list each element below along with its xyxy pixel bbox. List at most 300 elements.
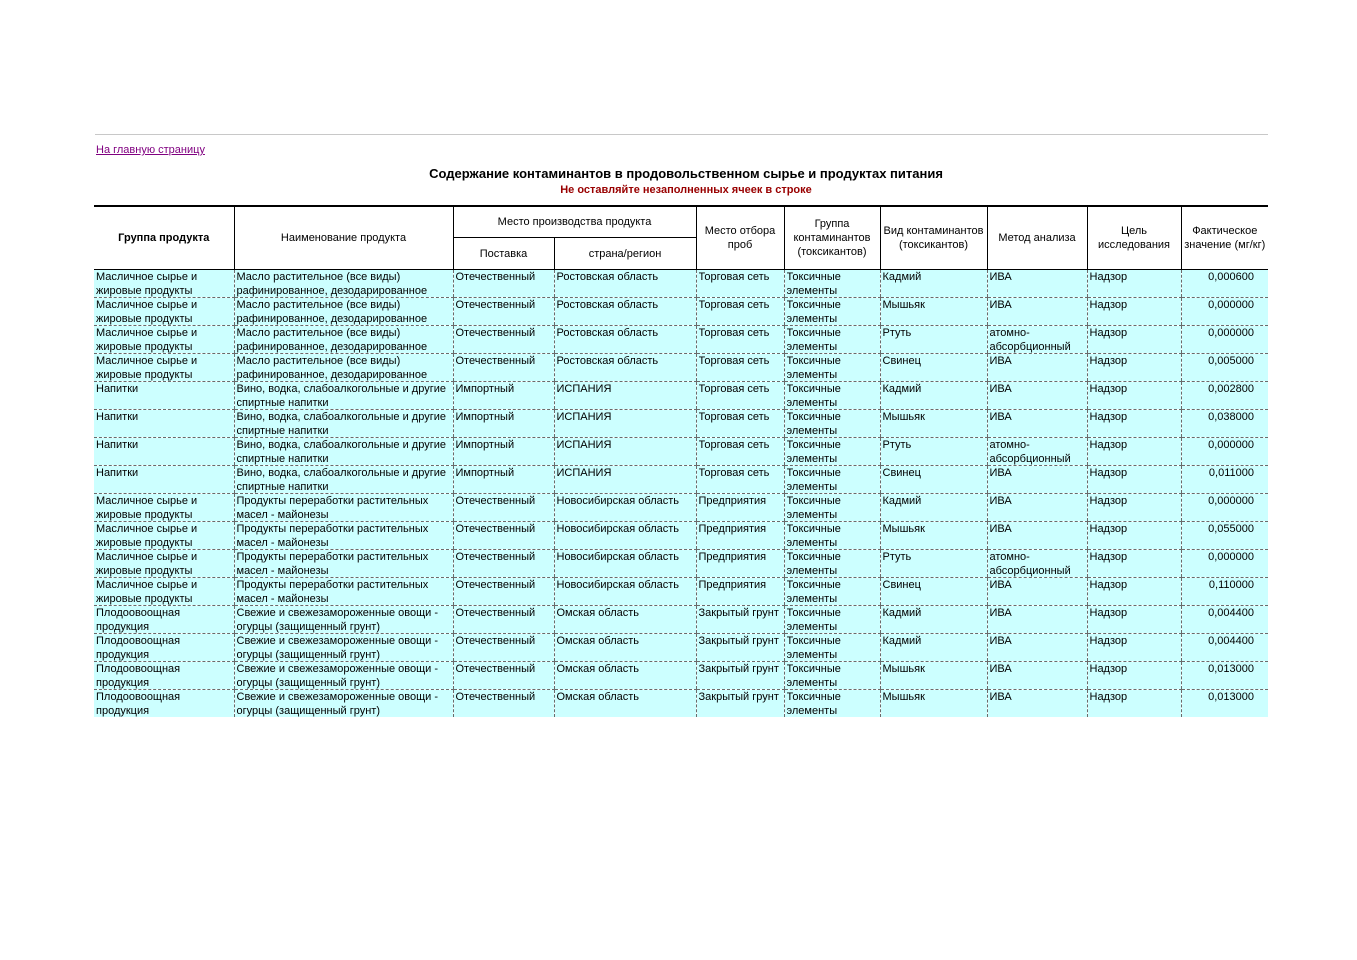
cell-region[interactable]: [554, 662, 696, 690]
cell-value[interactable]: [1181, 326, 1268, 354]
cell-ctype[interactable]: [880, 466, 987, 494]
cell-purpose[interactable]: [1087, 522, 1181, 550]
cell-text: Отечественный: [455, 495, 536, 507]
cell-supply[interactable]: [453, 690, 554, 718]
cell-text: Импортный: [455, 439, 515, 451]
cell-text: Масло растительное (все виды) рафинированное, дезодарированное: [236, 327, 428, 353]
cell-group[interactable]: [94, 270, 234, 298]
cell-purpose[interactable]: [1087, 354, 1181, 382]
cell-name[interactable]: [234, 326, 453, 354]
cell-text: 0,013000: [1208, 691, 1254, 703]
cell-ctype[interactable]: [880, 438, 987, 466]
cell-region[interactable]: [554, 326, 696, 354]
cell-text: 0,000000: [1208, 299, 1254, 311]
cell-text: Мышьяк: [882, 411, 925, 423]
cell-purpose[interactable]: [1087, 550, 1181, 578]
cell-text: 0,013000: [1208, 663, 1254, 675]
cell-text: Торговая сеть: [698, 439, 770, 451]
cell-text: ИВА: [989, 635, 1012, 647]
cell-text: ИВА: [989, 663, 1012, 675]
page-title: Содержание контаминантов в продовольственном сырье и продуктах питания: [429, 166, 943, 181]
cell-text: Надзор: [1089, 691, 1128, 703]
cell-text: Ростовская область: [556, 327, 659, 339]
cell-method[interactable]: [987, 298, 1087, 326]
cell-group[interactable]: [94, 354, 234, 382]
cell-text: Токсичные элементы: [786, 691, 841, 717]
cell-text: ИВА: [989, 579, 1012, 591]
cell-text: Предприятия: [698, 579, 767, 591]
cell-text: Отечественный: [455, 355, 536, 367]
cell-text: Плодоовоощная продукция: [96, 607, 181, 633]
cell-text: Отечественный: [455, 691, 536, 703]
cell-ctype[interactable]: [880, 606, 987, 634]
cell-value[interactable]: [1181, 270, 1268, 298]
cell-group[interactable]: [94, 550, 234, 578]
cell-supply[interactable]: [453, 466, 554, 494]
cell-text: Токсичные элементы: [786, 271, 841, 297]
cell-text: Торговая сеть: [698, 355, 770, 367]
cell-place[interactable]: [696, 298, 784, 326]
cell-supply[interactable]: [453, 550, 554, 578]
cell-value[interactable]: [1181, 298, 1268, 326]
table-row: [94, 578, 1268, 606]
cell-text: Мышьяк: [882, 663, 925, 675]
cell-text: Торговая сеть: [698, 383, 770, 395]
cell-text: Омская область: [556, 607, 640, 619]
cell-text: Отечественный: [455, 299, 536, 311]
cell-value[interactable]: [1181, 634, 1268, 662]
cell-method[interactable]: [987, 634, 1087, 662]
cell-cgroup[interactable]: [784, 662, 880, 690]
cell-value[interactable]: [1181, 494, 1268, 522]
cell-ctype[interactable]: [880, 270, 987, 298]
cell-ctype[interactable]: [880, 662, 987, 690]
cell-text: Напитки: [96, 467, 139, 479]
cell-text: 0,002800: [1208, 383, 1254, 395]
cell-text: ИВА: [989, 495, 1012, 507]
table-row: [94, 634, 1268, 662]
table-row: [94, 606, 1268, 634]
cell-value[interactable]: [1181, 354, 1268, 382]
cell-text: Отечественный: [455, 523, 536, 535]
cell-text: Кадмий: [882, 383, 922, 395]
cell-supply[interactable]: [453, 382, 554, 410]
cell-text: Масличное сырье и жировые продукты: [96, 299, 198, 325]
cell-text: Надзор: [1089, 551, 1128, 563]
cell-region[interactable]: [554, 410, 696, 438]
cell-region[interactable]: [554, 354, 696, 382]
cell-text: 0,000600: [1208, 271, 1254, 283]
header-method: Метод анализа: [987, 206, 1087, 270]
top-divider: [95, 134, 1268, 135]
cell-supply[interactable]: [453, 438, 554, 466]
table-row: [94, 522, 1268, 550]
cell-text: Ртуть: [882, 439, 912, 451]
cell-text: Надзор: [1089, 299, 1128, 311]
cell-text: Токсичные элементы: [786, 635, 841, 661]
cell-cgroup[interactable]: [784, 270, 880, 298]
cell-text: Свинец: [882, 467, 921, 479]
cell-text: Надзор: [1089, 327, 1128, 339]
cell-text: ИВА: [989, 383, 1012, 395]
cell-text: Свинец: [882, 355, 921, 367]
cell-place[interactable]: [696, 438, 784, 466]
cell-region[interactable]: [554, 438, 696, 466]
cell-supply[interactable]: [453, 494, 554, 522]
cell-text: Импортный: [455, 467, 515, 479]
cell-text: Отечественный: [455, 579, 536, 591]
cell-text: Вино, водка, слабоалкогольные и другие спиртные напитки: [236, 467, 446, 493]
cell-text: Надзор: [1089, 271, 1128, 283]
cell-purpose[interactable]: [1087, 494, 1181, 522]
cell-region[interactable]: [554, 466, 696, 494]
cell-text: Токсичные элементы: [786, 551, 841, 577]
cell-supply[interactable]: [453, 522, 554, 550]
cell-place[interactable]: [696, 326, 784, 354]
cell-text: Кадмий: [882, 635, 922, 647]
cell-group[interactable]: [94, 578, 234, 606]
cell-region[interactable]: [554, 550, 696, 578]
cell-place[interactable]: [696, 634, 784, 662]
cell-ctype[interactable]: [880, 410, 987, 438]
cell-text: 0,004400: [1208, 635, 1254, 647]
cell-supply[interactable]: [453, 578, 554, 606]
cell-name[interactable]: [234, 382, 453, 410]
cell-name[interactable]: [234, 298, 453, 326]
cell-text: ИВА: [989, 607, 1012, 619]
cell-text: Предприятия: [698, 551, 767, 563]
cell-ctype[interactable]: [880, 298, 987, 326]
cell-text: Надзор: [1089, 663, 1128, 675]
cell-method[interactable]: [987, 606, 1087, 634]
cell-ctype[interactable]: [880, 354, 987, 382]
cell-text: Токсичные элементы: [786, 663, 841, 689]
cell-group[interactable]: [94, 522, 234, 550]
cell-value[interactable]: [1181, 466, 1268, 494]
cell-group[interactable]: [94, 438, 234, 466]
cell-value[interactable]: [1181, 522, 1268, 550]
cell-text: Импортный: [455, 411, 515, 423]
cell-ctype[interactable]: [880, 550, 987, 578]
cell-text: ИСПАНИЯ: [556, 467, 612, 479]
cell-region[interactable]: [554, 298, 696, 326]
cell-group[interactable]: [94, 634, 234, 662]
cell-group[interactable]: [94, 298, 234, 326]
cell-text: Надзор: [1089, 355, 1128, 367]
cell-text: Отечественный: [455, 327, 536, 339]
cell-region[interactable]: [554, 578, 696, 606]
table-row: [94, 690, 1268, 718]
cell-purpose[interactable]: [1087, 606, 1181, 634]
cell-purpose[interactable]: [1087, 690, 1181, 718]
cell-value[interactable]: [1181, 410, 1268, 438]
cell-method[interactable]: [987, 466, 1087, 494]
cell-text: Торговая сеть: [698, 271, 770, 283]
cell-name[interactable]: [234, 494, 453, 522]
cell-text: Плодоовоощная продукция: [96, 663, 181, 689]
cell-text: Масло растительное (все виды) рафинированное, дезодарированное: [236, 271, 428, 297]
cell-supply[interactable]: [453, 606, 554, 634]
cell-region[interactable]: [554, 606, 696, 634]
cell-place[interactable]: [696, 550, 784, 578]
fill-warning: Не оставляйте незаполненных ячеек в строке: [560, 184, 812, 196]
cell-method[interactable]: [987, 578, 1087, 606]
cell-text: атомно-абсорбционный: [989, 327, 1071, 353]
cell-place[interactable]: [696, 382, 784, 410]
cell-region[interactable]: [554, 270, 696, 298]
cell-cgroup[interactable]: [784, 494, 880, 522]
cell-region[interactable]: [554, 382, 696, 410]
cell-text: Закрытый грунт: [698, 607, 779, 619]
cell-purpose[interactable]: [1087, 578, 1181, 606]
cell-place[interactable]: [696, 606, 784, 634]
cell-method[interactable]: [987, 326, 1087, 354]
cell-text: ИВА: [989, 523, 1012, 535]
cell-text: Токсичные элементы: [786, 579, 841, 605]
cell-value[interactable]: [1181, 550, 1268, 578]
cell-cgroup[interactable]: [784, 606, 880, 634]
cell-text: Предприятия: [698, 523, 767, 535]
cell-method[interactable]: [987, 522, 1087, 550]
cell-text: Ртуть: [882, 327, 912, 339]
cell-text: Масличное сырье и жировые продукты: [96, 579, 198, 605]
cell-text: Масличное сырье и жировые продукты: [96, 327, 198, 353]
cell-text: Напитки: [96, 411, 139, 423]
cell-text: ИВА: [989, 271, 1012, 283]
cell-supply[interactable]: [453, 410, 554, 438]
cell-purpose[interactable]: [1087, 466, 1181, 494]
cell-text: Свежие и свежезамороженные овощи - огурцы (защищенный грунт): [236, 691, 439, 717]
header-product-name: Наименование продукта: [234, 206, 453, 270]
cell-value[interactable]: [1181, 662, 1268, 690]
cell-text: 0,000000: [1208, 495, 1254, 507]
cell-place[interactable]: [696, 410, 784, 438]
cell-text: Закрытый грунт: [698, 635, 779, 647]
cell-ctype[interactable]: [880, 326, 987, 354]
cell-ctype[interactable]: [880, 634, 987, 662]
cell-text: Отечественный: [455, 551, 536, 563]
table-row: [94, 270, 1268, 298]
cell-supply[interactable]: [453, 298, 554, 326]
header-group: Группа продукта: [94, 206, 234, 270]
cell-text: 0,004400: [1208, 607, 1254, 619]
cell-text: Токсичные элементы: [786, 383, 841, 409]
cell-text: Токсичные элементы: [786, 411, 841, 437]
cell-method[interactable]: [987, 550, 1087, 578]
header-region: страна/регион: [554, 238, 696, 270]
cell-ctype[interactable]: [880, 578, 987, 606]
cell-text: 0,011000: [1208, 467, 1254, 479]
cell-group[interactable]: [94, 466, 234, 494]
cell-text: Торговая сеть: [698, 467, 770, 479]
cell-name[interactable]: [234, 522, 453, 550]
cell-place[interactable]: [696, 690, 784, 718]
cell-purpose[interactable]: [1087, 298, 1181, 326]
cell-place[interactable]: [696, 494, 784, 522]
cell-cgroup[interactable]: [784, 466, 880, 494]
cell-method[interactable]: [987, 662, 1087, 690]
cell-text: Закрытый грунт: [698, 663, 779, 675]
cell-name[interactable]: [234, 410, 453, 438]
cell-text: Ростовская область: [556, 299, 659, 311]
cell-value[interactable]: [1181, 578, 1268, 606]
cell-text: атомно-абсорбционный: [989, 439, 1071, 465]
cell-text: Новосибирская область: [556, 523, 680, 535]
cell-text: Импортный: [455, 383, 515, 395]
home-page-link[interactable]: На главную страницу: [96, 144, 205, 156]
cell-text: Надзор: [1089, 607, 1128, 619]
cell-text: Надзор: [1089, 523, 1128, 535]
cell-method[interactable]: [987, 354, 1087, 382]
cell-name[interactable]: [234, 438, 453, 466]
cell-supply[interactable]: [453, 354, 554, 382]
cell-text: 0,000000: [1208, 327, 1254, 339]
cell-region[interactable]: [554, 522, 696, 550]
table-body: [94, 270, 1268, 718]
cell-region[interactable]: [554, 634, 696, 662]
cell-text: 0,005000: [1208, 355, 1254, 367]
cell-value[interactable]: [1181, 382, 1268, 410]
table-row: [94, 326, 1268, 354]
cell-purpose[interactable]: [1087, 438, 1181, 466]
cell-text: ИВА: [989, 691, 1012, 703]
cell-cgroup[interactable]: [784, 550, 880, 578]
cell-text: ИСПАНИЯ: [556, 383, 612, 395]
cell-text: Токсичные элементы: [786, 299, 841, 325]
cell-name[interactable]: [234, 578, 453, 606]
cell-cgroup[interactable]: [784, 634, 880, 662]
table-row: [94, 410, 1268, 438]
cell-text: 0,038000: [1208, 411, 1254, 423]
cell-cgroup[interactable]: [784, 382, 880, 410]
cell-text: Надзор: [1089, 579, 1128, 591]
cell-purpose[interactable]: [1087, 270, 1181, 298]
cell-cgroup[interactable]: [784, 438, 880, 466]
cell-name[interactable]: [234, 690, 453, 718]
cell-group[interactable]: [94, 382, 234, 410]
cell-place[interactable]: [696, 662, 784, 690]
cell-place[interactable]: [696, 270, 784, 298]
cell-text: ИСПАНИЯ: [556, 439, 612, 451]
cell-text: Продукты переработки растительных масел - майонезы: [236, 523, 429, 549]
cell-cgroup[interactable]: [784, 298, 880, 326]
cell-group[interactable]: [94, 690, 234, 718]
cell-cgroup[interactable]: [784, 522, 880, 550]
cell-purpose[interactable]: [1087, 410, 1181, 438]
cell-method[interactable]: [987, 690, 1087, 718]
table-row: [94, 662, 1268, 690]
cell-text: 0,000000: [1208, 551, 1254, 563]
header-contaminant-group: Группа контаминантов (токсикантов): [784, 206, 880, 270]
cell-value[interactable]: [1181, 438, 1268, 466]
cell-text: Масло растительное (все виды) рафинированное, дезодарированное: [236, 299, 428, 325]
cell-group[interactable]: [94, 410, 234, 438]
cell-name[interactable]: [234, 550, 453, 578]
cell-place[interactable]: [696, 466, 784, 494]
cell-text: Закрытый грунт: [698, 691, 779, 703]
cell-text: Ртуть: [882, 551, 912, 563]
cell-name[interactable]: [234, 634, 453, 662]
cell-name[interactable]: [234, 270, 453, 298]
cell-ctype[interactable]: [880, 690, 987, 718]
cell-ctype[interactable]: [880, 522, 987, 550]
cell-text: Токсичные элементы: [786, 467, 841, 493]
cell-cgroup[interactable]: [784, 410, 880, 438]
cell-text: Масличное сырье и жировые продукты: [96, 271, 198, 297]
cell-purpose[interactable]: [1087, 382, 1181, 410]
cell-place[interactable]: [696, 354, 784, 382]
cell-supply[interactable]: [453, 326, 554, 354]
table-row: [94, 550, 1268, 578]
cell-group[interactable]: [94, 494, 234, 522]
cell-method[interactable]: [987, 494, 1087, 522]
cell-group[interactable]: [94, 606, 234, 634]
cell-purpose[interactable]: [1087, 662, 1181, 690]
cell-method[interactable]: [987, 382, 1087, 410]
cell-purpose[interactable]: [1087, 326, 1181, 354]
header-purpose: Цель исследования: [1087, 206, 1181, 270]
cell-text: Вино, водка, слабоалкогольные и другие спиртные напитки: [236, 383, 446, 409]
cell-text: Токсичные элементы: [786, 327, 841, 353]
cell-text: ИВА: [989, 467, 1012, 479]
cell-cgroup[interactable]: [784, 578, 880, 606]
cell-text: ИВА: [989, 355, 1012, 367]
cell-value[interactable]: [1181, 606, 1268, 634]
cell-purpose[interactable]: [1087, 634, 1181, 662]
cell-place[interactable]: [696, 578, 784, 606]
cell-text: Омская область: [556, 635, 640, 647]
cell-method[interactable]: [987, 410, 1087, 438]
cell-ctype[interactable]: [880, 494, 987, 522]
cell-text: Надзор: [1089, 495, 1128, 507]
header-supply: Поставка: [453, 238, 554, 270]
cell-region[interactable]: [554, 494, 696, 522]
cell-group[interactable]: [94, 662, 234, 690]
cell-text: Омская область: [556, 691, 640, 703]
cell-supply[interactable]: [453, 270, 554, 298]
cell-text: Плодоовоощная продукция: [96, 635, 181, 661]
cell-text: ИВА: [989, 299, 1012, 311]
cell-text: Мышьяк: [882, 523, 925, 535]
cell-text: Торговая сеть: [698, 411, 770, 423]
cell-place[interactable]: [696, 522, 784, 550]
cell-ctype[interactable]: [880, 382, 987, 410]
cell-text: Омская область: [556, 663, 640, 675]
cell-text: Продукты переработки растительных масел - майонезы: [236, 551, 429, 577]
cell-name[interactable]: [234, 662, 453, 690]
cell-value[interactable]: [1181, 690, 1268, 718]
cell-supply[interactable]: [453, 634, 554, 662]
table-row: [94, 298, 1268, 326]
cell-text: Вино, водка, слабоалкогольные и другие спиртные напитки: [236, 439, 446, 465]
cell-name[interactable]: [234, 466, 453, 494]
cell-name[interactable]: [234, 606, 453, 634]
cell-cgroup[interactable]: [784, 326, 880, 354]
cell-name[interactable]: [234, 354, 453, 382]
cell-cgroup[interactable]: [784, 354, 880, 382]
cell-method[interactable]: [987, 438, 1087, 466]
cell-text: Масличное сырье и жировые продукты: [96, 355, 198, 381]
header-contaminant-type: Вид контаминантов (токсикантов): [880, 206, 987, 270]
cell-region[interactable]: [554, 690, 696, 718]
cell-text: Свежие и свежезамороженные овощи - огурцы (защищенный грунт): [236, 607, 439, 633]
cell-cgroup[interactable]: [784, 690, 880, 718]
cell-text: Токсичные элементы: [786, 355, 841, 381]
cell-supply[interactable]: [453, 662, 554, 690]
cell-method[interactable]: [987, 270, 1087, 298]
cell-text: Токсичные элементы: [786, 439, 841, 465]
cell-group[interactable]: [94, 326, 234, 354]
